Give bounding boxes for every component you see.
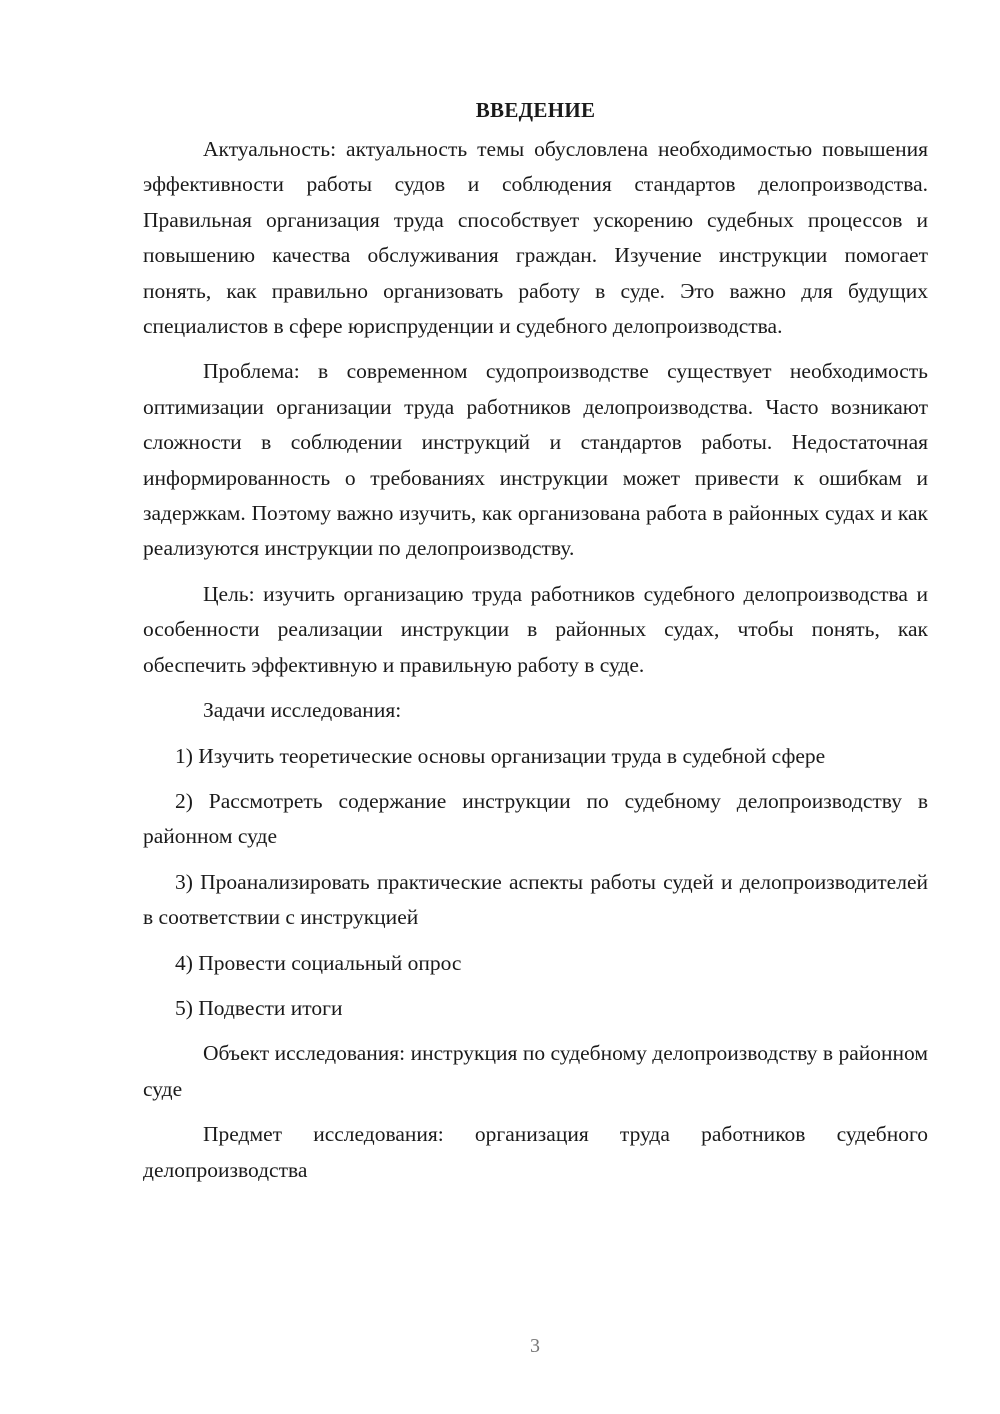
section-heading: ВВЕДЕНИЕ [475, 98, 596, 122]
problem-paragraph: Проблема: в современном судопроизводстве существует необходимость оптимизации организации труда работников делопроизводства. Часто возникают сложности в соблюдении инструкций и стандартов работы. Недостаточная информированность о требованиях инструкции может привести к ошибкам и задержкам. Поэтому важно изучить, как организована работа в районных судах и как реализуются инструкции по делопроизводству. [143, 359, 928, 561]
tasks-heading: Задачи исследования: [203, 698, 402, 723]
task-item: 3) Проанализировать практические аспекты работы судей и делопроизводителей в соответствии с инструкцией [143, 869, 928, 930]
task-item: 5) Подвести итоги [175, 995, 343, 1020]
page-number: 3 [530, 1335, 540, 1357]
goal-paragraph: Цель: изучить организацию труда работников судебного делопроизводства и особенности реализации инструкции в районных судах, чтобы понять, как обеспечить эффективную и правильную работу в суде. [143, 581, 928, 677]
object-paragraph: Объект исследования: инструкция по судебному делопроизводству в районном суде [143, 1041, 928, 1101]
task-item: 1) Изучить теоретические основы организации труда в судебной сфере [175, 743, 826, 768]
relevance-paragraph: Актуальность: актуальность темы обусловлена необходимостью повышения эффективности работы судов и соблюдения стандартов делопроизводства. Правильная организация труда способствует ускорению судебных процессов и повышению качества обслуживания граждан. Изучение инструкции помогает понять, как правильно организовать работу в суде. Это важно для будущих специалистов в сфере юриспруденции и судебного делопроизводства. [143, 137, 928, 339]
subject-paragraph: Предмет исследования: организация труда работников судебного делопроизводства [143, 1122, 928, 1182]
task-item: 2) Рассмотреть содержание инструкции по судебному делопроизводству в районном суде [143, 788, 928, 849]
task-item: 4) Провести социальный опрос [175, 950, 462, 975]
page-content [143, 92, 928, 1188]
